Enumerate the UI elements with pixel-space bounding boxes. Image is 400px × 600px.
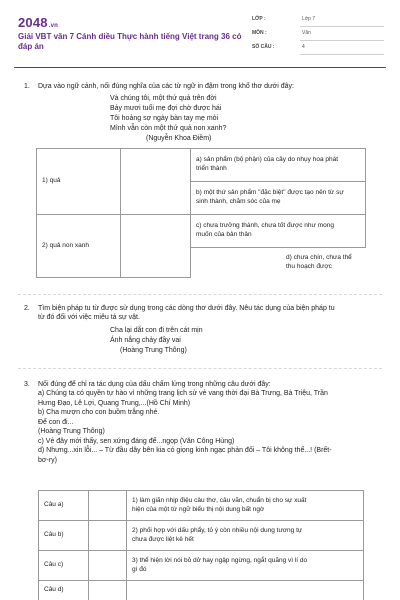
right-item[interactable] (191, 182, 366, 215)
left-item[interactable]: Câu b) (39, 521, 89, 551)
poem-author: (Nguyễn Khoa Điềm) (146, 135, 212, 142)
meta-value: Văn (302, 30, 311, 36)
question-number: 1. (24, 83, 30, 90)
poem-line: Mình vẫn còn một thứ quả non xanh? (110, 125, 227, 132)
right-item[interactable] (127, 551, 364, 581)
question-prompt: Dựa vào ngữ cảnh, nối đúng nghĩa của các từ ngữ in đậm trong khổ thơ dưới đây: (38, 83, 294, 90)
right-item-line: a) sản phẩm (bộ phận) của cây do nhụy hoa phát (196, 156, 339, 164)
poem-line: Ánh nắng chảy đầy vai (110, 337, 181, 344)
prompt-line: Tìm biện pháp tu từ được sử dụng trong các dòng thơ dưới đây. Nêu tác dụng của biện pháp tu (38, 305, 335, 312)
left-item[interactable]: Câu d) (39, 581, 89, 600)
prompt-line: từ đó đối với việc miêu tả sự vật. (38, 314, 140, 322)
left-item[interactable]: 2) quả non xanh (37, 215, 121, 278)
matching-table-3 (38, 490, 364, 600)
right-item[interactable] (127, 491, 364, 521)
poem-line: Bảy mươi tuổi mẹ đợi chờ được hái (110, 105, 222, 112)
poem-line: Tôi hoảng sợ ngày bàn tay mẹ mỏi (110, 115, 219, 122)
right-item-line: 3) thể hiện lời nói bỏ dở hay ngập ngừng, ngắt quãng vì lí do (132, 556, 308, 564)
poem (110, 94, 226, 144)
right-item-line: 2) phối hợp với dấu phẩy, tỏ ý còn nhiều nội dung tương tự (132, 526, 303, 534)
right-item-line: gì đó (132, 565, 147, 573)
connector-gap (121, 149, 191, 215)
site-logo[interactable] (18, 14, 58, 32)
meta-row-subject (250, 28, 384, 42)
prompt-line: (Hoàng Trung Thông) (38, 428, 105, 436)
meta-underline (300, 40, 384, 41)
meta-underline (300, 54, 384, 55)
prompt-line: bơ-ry) (38, 456, 57, 464)
right-item[interactable] (191, 215, 366, 248)
prompt-line: b) Cha mượn cho con buồm trắng nhé. (38, 409, 160, 417)
right-item-line: d) chưa chín, chưa thể (286, 253, 352, 261)
document-header (18, 10, 384, 60)
right-item-line: c) chưa trưởng thành, chưa tốt được như mong (196, 222, 334, 230)
right-item-line: 1) làm giãn nhịp điệu câu thơ, câu văn, chuẩn bị cho sự xuất (132, 496, 307, 504)
question-2 (24, 304, 364, 364)
poem-line: Và chúng tôi, một thứ quả trên đời (110, 95, 217, 102)
right-item[interactable] (191, 149, 366, 182)
connector-gap (89, 491, 127, 521)
poem-line: Cha lại dắt con đi trên cát mịn (110, 327, 203, 334)
prompt-line: d) Nhưng...xin lỗi... – Từ đầu dây bên kia có giọng kinh ngạc phản đối – Tôi không thể...! (Brết- (38, 447, 332, 455)
prompt-line: Để con đi... (38, 418, 74, 426)
left-item[interactable]: Câu c) (39, 551, 89, 581)
right-item[interactable] (191, 248, 366, 278)
section-divider (18, 294, 382, 295)
right-item-line: triển thành (196, 165, 227, 172)
right-item[interactable] (127, 521, 364, 551)
meta-label: LỚP : (252, 16, 266, 22)
header-divider (14, 67, 386, 68)
meta-info (250, 14, 384, 56)
connector-gap (89, 521, 127, 551)
question-number: 3. (24, 381, 30, 388)
prompt-line: c) Vẻ đây mới thấy, sen xứng đáng để...ngọp (Văn Công Hùng) (38, 437, 235, 445)
meta-label: SỐ CÂU : (252, 44, 275, 50)
question-prompt (38, 380, 364, 465)
meta-row-class (250, 14, 384, 28)
connector-gap (89, 581, 127, 600)
right-item (127, 581, 364, 600)
connector-gap (89, 551, 127, 581)
document-title: Giải VBT văn 7 Cánh diều Thực hành tiếng Việt trang 36 có đáp án (18, 32, 242, 52)
meta-value: Lớp 7 (302, 16, 316, 22)
right-item-line: thu hoạch được (286, 262, 332, 270)
meta-underline (300, 26, 384, 27)
question-3 (24, 380, 364, 490)
prompt-line: Nối đúng để chỉ ra tác dụng của dấu chấm lửng trong những câu dưới đây: (38, 381, 271, 388)
prompt-line: a) Chúng ta có quyền tự hào vì những trang lịch sử vẻ vang thời đại Bà Trưng, Bà Triệu, Trần (38, 390, 328, 398)
meta-value: 4 (302, 44, 305, 50)
right-item-line: hiện của một từ ngữ biểu thị nội dung bất ngờ (132, 505, 265, 513)
right-item-line: muốn của bản thân (196, 231, 252, 238)
question-prompt (38, 304, 364, 323)
right-item-line: sinh thành, chăm sóc của mẹ (196, 198, 281, 205)
poem-author: (Hoàng Trung Thông) (120, 347, 187, 354)
logo-text: 2048 (18, 15, 48, 30)
right-item-line: b) một thứ sản phẩm "đặc biệt" được tạo nên từ sự (196, 189, 344, 197)
left-item[interactable]: 1) quả (37, 149, 121, 215)
prompt-line: Hưng Đạo, Lê Lợi, Quang Trung,...(Hồ Chí Minh) (38, 399, 191, 407)
question-number: 2. (24, 305, 30, 312)
meta-row-count (250, 42, 384, 56)
right-item-line: chưa được liệt kê hết (132, 535, 194, 543)
logo-suffix: .vn (48, 23, 59, 29)
left-item[interactable]: Câu a) (39, 491, 89, 521)
section-divider (18, 368, 382, 369)
connector-gap (121, 215, 191, 278)
meta-label: MÔN : (252, 30, 267, 36)
poem (110, 326, 203, 356)
matching-table-1 (36, 148, 366, 278)
